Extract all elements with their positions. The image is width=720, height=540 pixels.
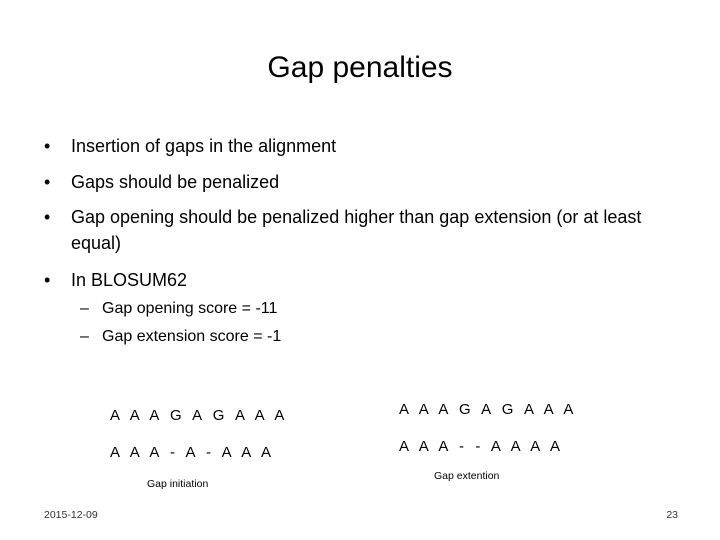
sub-bullet-gap-extension-score xyxy=(80,326,281,348)
footer-page-number: 23 xyxy=(666,509,678,521)
right-alignment-top-sequence: A A A G A G A A A xyxy=(399,401,577,418)
right-alignment-bottom-sequence: A A A - - A A A A xyxy=(399,438,564,455)
sub-bullet-gap-opening-score xyxy=(80,298,277,320)
slide-title: Gap penalties xyxy=(267,51,453,84)
bullet-marker: • xyxy=(44,207,51,227)
bullet-text: Gaps should be penalized xyxy=(71,172,280,192)
bullet-text: Insertion of gaps in the alignment xyxy=(71,136,337,156)
footer-date: 2015-12-09 xyxy=(44,509,98,521)
bullet-gap-opening-vs-extension xyxy=(44,204,684,256)
bullet-gaps-penalized xyxy=(44,169,684,195)
bullet-marker: • xyxy=(44,270,51,290)
left-alignment-bottom-sequence: A A A - A - A A A xyxy=(110,444,275,461)
bullet-marker: • xyxy=(44,136,51,156)
sub-bullet-marker: – xyxy=(80,328,89,345)
sub-bullet-text: Gap extension score = -1 xyxy=(102,328,282,345)
left-alignment-top-sequence: A A A G A G A A A xyxy=(110,407,288,424)
bullet-marker: • xyxy=(44,172,51,192)
bullet-text: In BLOSUM62 xyxy=(71,270,188,290)
bullet-gap-insertion xyxy=(44,133,684,159)
bullet-text: Gap opening should be penalized higher than gap extension (or at least equal) xyxy=(71,207,642,253)
left-alignment-caption: Gap initiation xyxy=(147,478,209,490)
bullet-blosum62 xyxy=(44,267,684,293)
sub-bullet-text: Gap opening score = -11 xyxy=(102,300,278,317)
right-alignment-caption: Gap extention xyxy=(434,470,500,482)
sub-bullet-marker: – xyxy=(80,300,89,317)
